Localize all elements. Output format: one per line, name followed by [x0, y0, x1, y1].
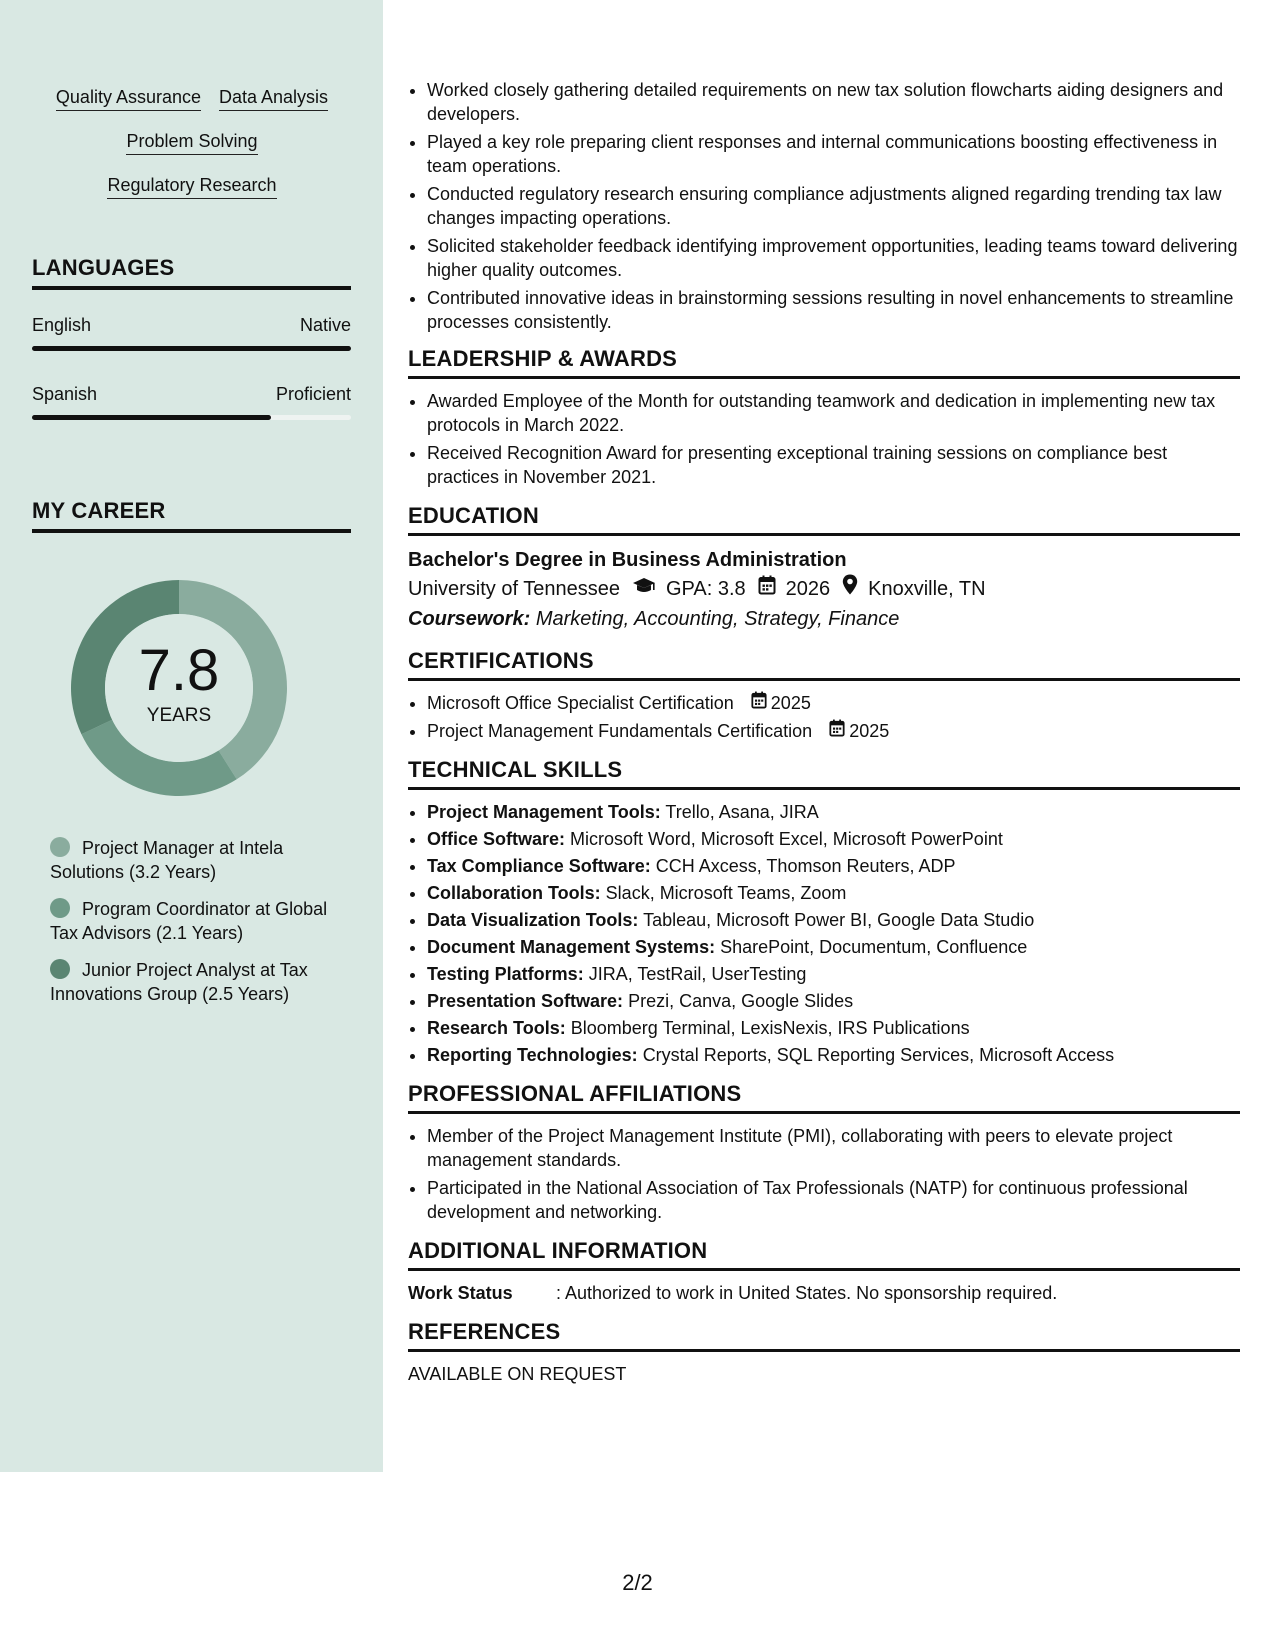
skill-values: SharePoint, Documentum, Confluence: [720, 937, 1028, 957]
career-legend-item: [50, 836, 340, 884]
certification-year: 2025: [770, 693, 811, 713]
skill-category: Data Visualization Tools:: [427, 910, 639, 930]
calendar-icon: [751, 691, 767, 715]
career-total-value: 7.8: [138, 638, 220, 703]
skill-tag: Problem Solving: [126, 130, 257, 155]
certification-name: Project Management Fundamentals Certification: [427, 721, 813, 741]
career-heading: MY CAREER: [32, 498, 351, 533]
technical-skill-item: [427, 881, 1240, 905]
career-legend-label: Junior Project Analyst at Tax Innovations Group (2.5 Years): [50, 960, 308, 1004]
skill-category: Research Tools:: [427, 1018, 566, 1038]
skill-values: Tableau, Microsoft Power BI, Google Data Studio: [643, 910, 1035, 930]
skill-tag: Regulatory Research: [107, 174, 276, 199]
language-spanish: [32, 383, 351, 420]
technical-skill-item: [427, 989, 1240, 1013]
career-legend-label: Project Manager at Intela Solutions (3.2 Years): [50, 838, 284, 882]
education-year: 2026: [785, 578, 831, 600]
career-legend: [50, 836, 340, 1019]
language-level: Proficient: [275, 384, 351, 404]
career-legend-item: [50, 958, 340, 1006]
skill-values: Trello, Asana, JIRA: [665, 802, 819, 822]
experience-bullets: [408, 78, 1240, 334]
skill-values: Slack, Microsoft Teams, Zoom: [605, 883, 847, 903]
technical-skill-item: [427, 908, 1240, 932]
career-legend-label: Program Coordinator at Global Tax Advisors (2.1 Years): [50, 899, 328, 943]
technical-skill-item: [427, 962, 1240, 986]
affiliation-item: • Member of the Project Management Institute (PMI), collaborating with peers to elevate project management standards.: [427, 1124, 1240, 1172]
language-bar: [32, 415, 351, 420]
leadership-item: • Received Recognition Award for presenting exceptional training sessions on compliance best practices in November 2021.: [427, 441, 1240, 489]
references-heading: REFERENCES: [408, 1319, 1240, 1352]
main-content: [408, 78, 1240, 1386]
legend-dot-icon: [50, 898, 70, 918]
certification-name: Microsoft Office Specialist Certification: [427, 693, 734, 713]
education-gpa: GPA: 3.8: [665, 578, 746, 600]
legend-dot-icon: [50, 959, 70, 979]
certifications-heading: CERTIFICATIONS: [408, 648, 1240, 681]
page-number: 2/2: [622, 1570, 653, 1595]
skill-values: CCH Axcess, Thomson Reuters, ADP: [655, 856, 956, 876]
technical-skills-heading: TECHNICAL SKILLS: [408, 757, 1240, 790]
graduation-cap-icon: [632, 574, 656, 604]
technical-skills-list: [408, 800, 1240, 1067]
technical-skill-item: [427, 935, 1240, 959]
calendar-icon: [758, 574, 776, 604]
certification-item: [427, 691, 1240, 715]
education-coursework: [408, 604, 1240, 634]
language-bar-fill: [32, 346, 351, 351]
skill-category: Collaboration Tools:: [427, 883, 601, 903]
skill-category: Reporting Technologies:: [427, 1045, 638, 1065]
education-location: Knoxville, TN: [868, 578, 986, 600]
language-english: [32, 314, 351, 351]
certification-year: 2025: [849, 721, 890, 741]
affiliations-heading: PROFESSIONAL AFFILIATIONS: [408, 1081, 1240, 1114]
location-pin-icon: [842, 574, 858, 604]
references-text: AVAILABLE ON REQUEST: [408, 1364, 627, 1384]
skill-values: Bloomberg Terminal, LexisNexis, IRS Publications: [570, 1018, 970, 1038]
skill-values: Prezi, Canva, Google Slides: [628, 991, 854, 1011]
technical-skill-item: [427, 1016, 1240, 1040]
education-details: [408, 574, 1240, 604]
leadership-list: [408, 389, 1240, 489]
technical-skill-item: [427, 1043, 1240, 1067]
calendar-icon: [829, 719, 845, 743]
work-status-label: Work Status: [408, 1283, 513, 1303]
career-total: [64, 573, 294, 803]
technical-skill-item: [427, 854, 1240, 878]
technical-skill-item: [427, 800, 1240, 824]
work-status-value: : Authorized to work in United States. No sponsorship required.: [556, 1283, 1058, 1303]
education-degree: Bachelor's Degree in Business Administration: [408, 549, 847, 571]
languages-heading: LANGUAGES: [32, 255, 351, 290]
legend-dot-icon: [50, 837, 70, 857]
language-name: Spanish: [32, 384, 98, 404]
career-total-unit: YEARS: [146, 705, 212, 726]
language-bar-fill: [32, 415, 271, 420]
coursework-label: Coursework:: [408, 608, 531, 630]
leadership-heading: LEADERSHIP & AWARDS: [408, 346, 1240, 379]
language-level: Native: [299, 315, 351, 335]
affiliations-list: [408, 1124, 1240, 1224]
experience-bullet: • Contributed innovative ideas in brainstorming sessions resulting in novel enhancements to streamline processes consistently.: [427, 286, 1240, 334]
career-legend-item: [50, 897, 340, 945]
experience-bullet: • Solicited stakeholder feedback identifying improvement opportunities, leading teams toward delivering higher quality outcomes.: [427, 234, 1240, 282]
education-heading: EDUCATION: [408, 503, 1240, 536]
skill-category: Document Management Systems:: [427, 937, 716, 957]
education-school: University of Tennessee: [408, 578, 620, 600]
language-name: English: [32, 315, 92, 335]
skill-tag: Quality Assurance: [56, 86, 201, 111]
coursework-list: Marketing, Accounting, Strategy, Finance: [535, 608, 900, 630]
work-status-row: [408, 1281, 1240, 1305]
leadership-item: • Awarded Employee of the Month for outstanding teamwork and dedication in implementing new tax protocols in March 2022.: [427, 389, 1240, 437]
certifications-list: [408, 691, 1240, 743]
skill-category: Project Management Tools:: [427, 802, 661, 822]
sidebar: [0, 0, 383, 1472]
skill-tags: [32, 86, 352, 218]
skill-category: Testing Platforms:: [427, 964, 584, 984]
skill-tag: Data Analysis: [219, 86, 328, 111]
experience-bullet: • Conducted regulatory research ensuring compliance adjustments aligned regarding trending tax law changes impacting operations.: [427, 182, 1240, 230]
certification-item: [427, 719, 1240, 743]
additional-info-heading: ADDITIONAL INFORMATION: [408, 1238, 1240, 1271]
affiliation-item: • Participated in the National Association of Tax Professionals (NATP) for continuous professional development and networking.: [427, 1176, 1240, 1224]
skill-values: Microsoft Word, Microsoft Excel, Microsoft PowerPoint: [570, 829, 1003, 849]
skill-values: Crystal Reports, SQL Reporting Services, Microsoft Access: [642, 1045, 1115, 1065]
experience-bullet: • Played a key role preparing client responses and internal communications boosting effectiveness in team operations.: [427, 130, 1240, 178]
experience-bullet: • Worked closely gathering detailed requirements on new tax solution flowcharts aiding designers and developers.: [427, 78, 1240, 126]
language-bar: [32, 346, 351, 351]
skill-category: Tax Compliance Software:: [427, 856, 651, 876]
skill-category: Presentation Software:: [427, 991, 624, 1011]
skill-values: JIRA, TestRail, UserTesting: [588, 964, 807, 984]
technical-skill-item: [427, 827, 1240, 851]
skill-category: Office Software:: [427, 829, 566, 849]
